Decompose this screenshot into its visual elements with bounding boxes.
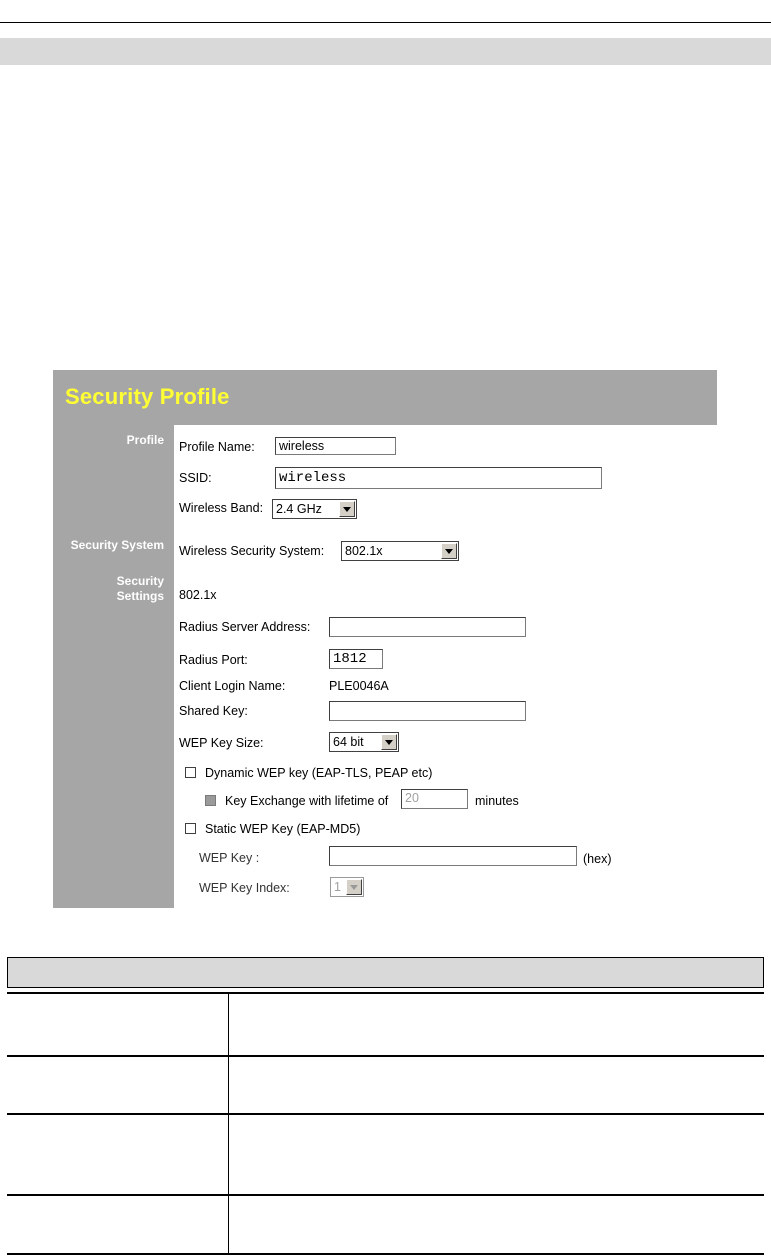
panel-title-bar — [53, 370, 717, 425]
chevron-down-icon — [381, 734, 397, 750]
key-exchange-suffix: minutes — [475, 794, 519, 808]
key-exchange-lifetime-input[interactable]: 20 — [401, 789, 468, 809]
wep-key-size-value: 64 bit — [333, 735, 364, 749]
shared-key-input[interactable] — [329, 701, 526, 721]
security-profile-screenshot — [53, 370, 717, 908]
chevron-down-icon — [339, 501, 355, 517]
section-label-profile: Profile — [126, 433, 164, 447]
shared-key-label: Shared Key: — [179, 704, 248, 718]
table-header-band — [7, 957, 764, 988]
section-label-security-system: Security System — [70, 538, 164, 552]
wep-key-index-value: 1 — [334, 880, 341, 894]
wireless-band-value: 2.4 GHz — [276, 502, 322, 516]
panel-title: Security Profile — [65, 384, 230, 409]
chevron-down-icon — [441, 543, 457, 559]
wep-key-size-label: WEP Key Size: — [179, 736, 264, 750]
settings-heading: 802.1x — [179, 588, 217, 602]
wep-key-index-label: WEP Key Index: — [199, 881, 290, 895]
wep-key-input[interactable] — [329, 846, 577, 866]
key-exchange-label: Key Exchange with lifetime of — [225, 794, 389, 808]
radius-server-input[interactable] — [329, 617, 526, 637]
security-system-select[interactable] — [341, 541, 459, 561]
section-label-security-line2: Settings — [116, 589, 164, 603]
table-row — [7, 1115, 764, 1196]
section-label-security-line1: Security — [116, 574, 164, 588]
client-login-label: Client Login Name: — [179, 679, 286, 693]
security-system-value: 802.1x — [345, 544, 383, 558]
ssid-input[interactable]: wireless — [275, 467, 602, 489]
dynamic-wep-checkbox[interactable] — [185, 767, 196, 778]
static-wep-checkbox[interactable] — [185, 823, 196, 834]
wep-key-size-select[interactable] — [329, 732, 399, 752]
header-rule — [0, 22, 771, 23]
radius-port-label: Radius Port: — [179, 653, 248, 667]
profile-name-label: Profile Name: — [179, 440, 255, 454]
ssid-label: SSID: — [179, 471, 212, 485]
table-row — [7, 1196, 764, 1255]
chevron-down-icon — [346, 879, 362, 895]
radius-port-input[interactable]: 1812 — [329, 649, 383, 669]
panel-sidebar — [53, 425, 174, 908]
section-heading-band — [0, 38, 771, 65]
profile-name-input[interactable]: wireless — [275, 437, 396, 455]
key-exchange-checkbox[interactable] — [205, 795, 216, 806]
wireless-band-select[interactable] — [272, 499, 357, 519]
security-system-label: Wireless Security System: — [179, 544, 325, 558]
wep-key-index-select[interactable] — [330, 877, 364, 897]
wep-key-hex-suffix: (hex) — [583, 852, 612, 866]
table-row — [7, 994, 764, 1057]
table-row — [7, 1057, 764, 1115]
static-wep-label: Static WEP Key (EAP-MD5) — [205, 822, 361, 836]
wep-key-label: WEP Key : — [199, 851, 260, 865]
wireless-band-label: Wireless Band: — [179, 501, 264, 515]
dynamic-wep-label: Dynamic WEP key (EAP-TLS, PEAP etc) — [205, 766, 433, 780]
section-label-security-settings — [117, 574, 164, 604]
radius-server-label: Radius Server Address: — [179, 620, 311, 634]
client-login-value: PLE0046A — [329, 679, 389, 693]
